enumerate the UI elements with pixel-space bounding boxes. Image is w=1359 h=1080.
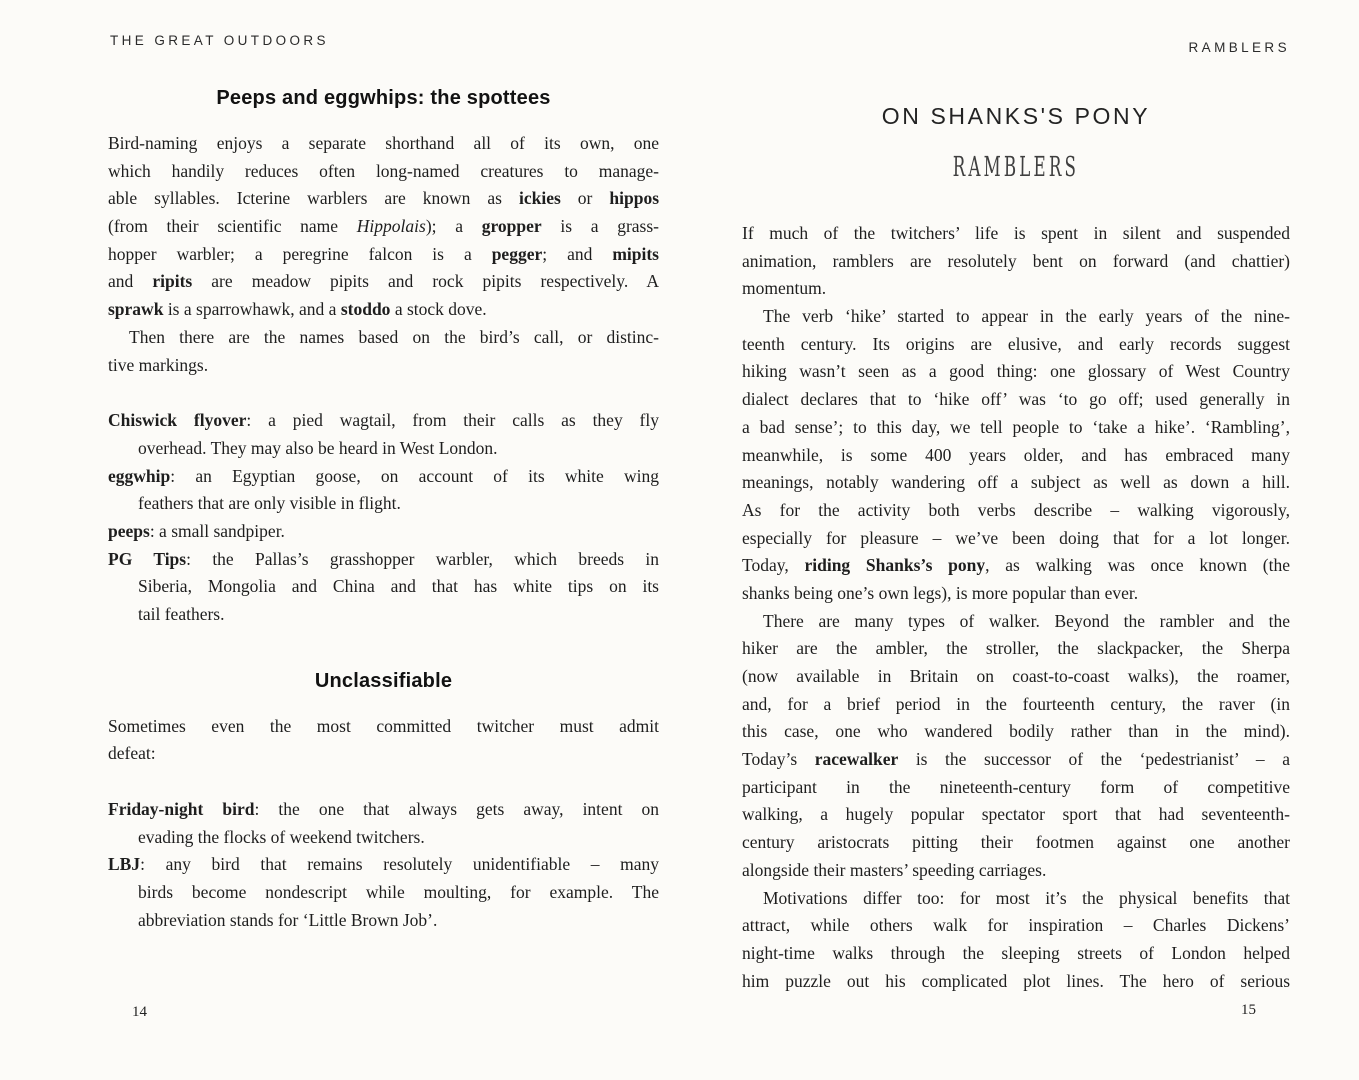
paragraph (742, 885, 1290, 996)
text-line (742, 248, 1290, 276)
text-line (742, 331, 1290, 359)
glossary-entry (108, 796, 659, 851)
text-run: : the one that always gets away, intent on (254, 799, 659, 820)
text-line (108, 407, 659, 435)
paragraph (108, 713, 659, 768)
glossary-entry (108, 407, 659, 462)
text-line (108, 713, 659, 741)
text-line (108, 518, 659, 546)
right-page (742, 0, 1290, 1080)
bold-term: LBJ (108, 854, 141, 875)
text-line (108, 130, 659, 158)
text-run: century aristocrats pitting their footmen against one another (742, 832, 1290, 853)
vertical-space (108, 768, 659, 796)
text-run: night-time walks through the sleeping streets of London helped (742, 942, 1290, 963)
text-run: hiking wasn’t seen as a good thing: one glossary of West Country (742, 361, 1290, 382)
text-run: and (108, 271, 153, 292)
section-heading: Peeps and eggwhips: the spottees (216, 87, 551, 109)
text-line (108, 463, 659, 491)
text-run: defeat: (108, 743, 156, 764)
text-line (742, 663, 1290, 691)
text-line (108, 573, 659, 601)
text-line (108, 796, 659, 824)
bold-term: Friday-night bird (108, 799, 255, 820)
chapter-subtitle (742, 153, 1290, 187)
text-run: : the Pallas’s grasshopper warbler, which breeds in (186, 548, 659, 569)
text-run: evading the flocks of weekend twitchers. (138, 826, 425, 847)
text-run: tail feathers. (138, 604, 225, 624)
text-line (108, 241, 659, 269)
text-run: Sometimes even the most committed twitcher must admit (108, 715, 659, 736)
text-line (742, 275, 1290, 303)
text-line (108, 185, 659, 213)
paragraph (742, 608, 1290, 885)
text-line (742, 774, 1290, 802)
text-line (742, 746, 1290, 774)
bold-term: PG Tips (108, 548, 187, 569)
text-run: Today, (742, 555, 805, 576)
text-line (742, 857, 1290, 885)
bold-term: pegger (491, 243, 543, 264)
text-line (742, 414, 1290, 442)
text-run: and, for a brief period in the fourteenth century, the raver (in (742, 693, 1290, 714)
paragraph (742, 220, 1290, 303)
italic-term: Hippolais (356, 216, 426, 237)
text-run: dialect declares that to ‘hike off’ was ‘to go off; used generally in (742, 389, 1290, 410)
bold-term: peeps (108, 520, 150, 541)
text-run: There are many types of walker. Beyond the rambler and the (763, 610, 1290, 631)
text-line (742, 469, 1290, 497)
text-line (108, 158, 659, 186)
vertical-space (108, 629, 659, 669)
text-line (108, 268, 659, 296)
bold-term: eggwhip (108, 465, 171, 486)
right-page-content (742, 103, 1290, 995)
text-run: teenth century. Its origins are elusive, and early records suggest (742, 333, 1290, 354)
text-line (742, 580, 1290, 608)
text-line (108, 324, 659, 352)
section-heading: Unclassifiable (314, 669, 453, 692)
text-line (108, 490, 659, 518)
text-line (742, 801, 1290, 829)
text-run: is a grass- (541, 216, 659, 237)
paragraph (108, 324, 659, 379)
bold-term: stoddo (340, 299, 391, 320)
text-line (742, 968, 1290, 996)
text-line (742, 691, 1290, 719)
text-run: feathers that are only visible in flight. (138, 493, 401, 514)
text-run: Bird-naming enjoys a separate shorthand all of its own, one (108, 133, 659, 153)
text-line (108, 740, 659, 768)
paragraph (742, 303, 1290, 608)
text-run: is the successor of the ‘pedestrianist’ – a (898, 749, 1290, 770)
chapter-title: ON SHANKS'S PONY (881, 103, 1151, 129)
text-run: momentum. (742, 278, 827, 299)
text-line (108, 824, 659, 852)
bold-term: racewalker (814, 749, 899, 770)
text-line (742, 552, 1290, 580)
text-run: a stock dove. (390, 299, 487, 320)
text-run: meanwhile, is some 400 years older, and has embraced many (742, 444, 1290, 465)
left-page (108, 0, 659, 1080)
bold-term: Chiswick flyover (108, 410, 247, 431)
text-run: especially for pleasure – we’ve been doing that for a lot longer. (742, 527, 1290, 548)
text-run: ); a (425, 216, 482, 237)
text-run: participant in the nineteenth-century form of competitive (742, 776, 1290, 797)
text-run: abbreviation stands for ‘Little Brown Job’. (138, 909, 438, 930)
text-line (742, 220, 1290, 248)
text-run: or (560, 188, 610, 209)
text-run: : a small sandpiper. (149, 520, 285, 541)
text-line (742, 635, 1290, 663)
text-run: If much of the twitchers’ life is spent in silent and suspended (742, 223, 1290, 243)
text-line (108, 546, 659, 574)
text-run: : an Egyptian goose, on account of its white wing (170, 465, 659, 486)
text-run: (from their scientific name (108, 216, 357, 237)
left-page-content (108, 86, 659, 935)
glossary-entry (108, 518, 659, 546)
bold-term: mipits (612, 243, 659, 264)
glossary-entry (108, 851, 659, 934)
text-line (108, 296, 659, 324)
text-line (742, 386, 1290, 414)
bold-term: ripits (152, 271, 193, 292)
text-run: walking, a hugely popular spectator sport that had seventeenth- (742, 804, 1290, 825)
text-line (108, 851, 659, 879)
running-header-right: RAMBLERS (1188, 40, 1290, 55)
text-run: tive markings. (108, 354, 209, 375)
text-run: ; and (542, 243, 613, 264)
text-line (742, 358, 1290, 386)
text-run: are meadow pipits and rock pipits respectively. A (192, 271, 659, 292)
text-run: able syllables. Icterine warblers are known as (108, 188, 519, 209)
text-run: attract, while others walk for inspiration – Charles Dickens’ (742, 915, 1290, 936)
text-run: As for the activity both verbs describe – walking vigorously, (742, 499, 1290, 520)
bold-term: sprawk (108, 299, 164, 320)
text-line (108, 907, 659, 935)
vertical-space (108, 379, 659, 407)
text-line (742, 442, 1290, 470)
text-run: overhead. They may also be heard in West London. (138, 437, 498, 458)
text-line (108, 601, 659, 629)
page-number-left: 14 (132, 1004, 147, 1020)
text-run: (now available in Britain on coast-to-coast walks), the roamer, (742, 666, 1290, 686)
text-run: The verb ‘hike’ started to appear in the early years of the nine- (763, 306, 1290, 327)
right-page-body (742, 220, 1290, 995)
chapter-subtitle-text: RAMBLERS (952, 151, 1080, 184)
text-line (742, 885, 1290, 913)
text-line (108, 352, 659, 380)
text-line (742, 497, 1290, 525)
glossary-entry (108, 546, 659, 629)
page-number-right: 15 (1241, 1002, 1256, 1018)
text-line (742, 829, 1290, 857)
text-line (742, 718, 1290, 746)
text-run: is a sparrowhawk, and a (163, 299, 341, 320)
text-line (742, 912, 1290, 940)
text-run: him puzzle out his complicated plot lines. The hero of serious (742, 970, 1290, 991)
paragraph (108, 130, 659, 324)
text-line (742, 940, 1290, 968)
text-run: , as walking was once known (the (985, 555, 1290, 576)
text-run: Then there are the names based on the bird’s call, or distinc- (129, 326, 659, 347)
running-header-left: THE GREAT OUTDOORS (110, 33, 329, 48)
text-line (108, 879, 659, 907)
bold-term: gropper (481, 216, 542, 237)
text-run: Motivations differ too: for most it’s the physical benefits that (763, 887, 1290, 908)
text-run: which handily reduces often long-named creatures to manage- (108, 160, 659, 181)
text-run: this case, one who wandered bodily rather than in the mind). (742, 721, 1290, 742)
text-run: birds become nondescript while moulting, for example. The (138, 882, 659, 903)
text-run: animation, ramblers are resolutely bent on forward (and chattier) (742, 250, 1290, 271)
text-run: : any bird that remains resolutely unidentifiable – many (140, 854, 659, 875)
text-run: hiker are the ambler, the stroller, the slackpacker, the Sherpa (742, 638, 1290, 659)
text-line (108, 213, 659, 241)
bold-term: riding Shanks’s pony (804, 555, 986, 576)
text-line (742, 303, 1290, 331)
text-run: Today’s (742, 749, 815, 770)
text-run: : a pied wagtail, from their calls as they fly (246, 410, 659, 431)
text-line (108, 435, 659, 463)
text-run: shanks being one’s own legs), is more popular than ever. (742, 582, 1139, 603)
bold-term: hippos (609, 188, 659, 209)
text-run: alongside their masters’ speeding carriages. (742, 859, 1047, 880)
text-line (742, 525, 1290, 553)
text-run: meanings, notably wandering off a subject as well as down a hill. (742, 472, 1290, 493)
text-line (742, 608, 1290, 636)
text-run: a bad sense’; to this day, we tell people to ‘take a hike’. ‘Rambling’, (742, 416, 1290, 437)
bold-term: ickies (519, 188, 561, 209)
text-run: Siberia, Mongolia and China and that has white tips on its (138, 576, 659, 597)
text-run: hopper warbler; a peregrine falcon is a (108, 243, 492, 264)
glossary-entry (108, 463, 659, 518)
